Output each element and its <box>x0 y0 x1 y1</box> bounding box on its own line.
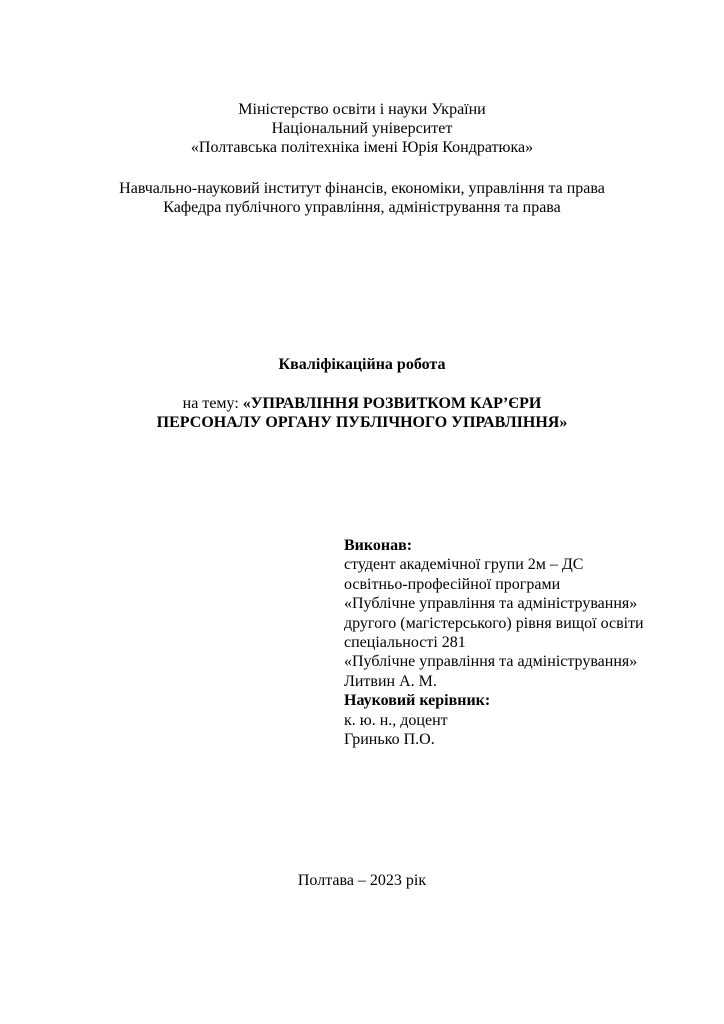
work-type: Кваліфікаційна робота <box>278 356 446 373</box>
author-name: Литвин А. М. <box>344 672 437 690</box>
supervisor-heading: Науковий керівник: <box>344 692 491 710</box>
topic-title-part-1: «УПРАВЛІННЯ РОЗВИТКОМ КАР’ЄРИ <box>242 395 542 412</box>
author-line: студент академічної групи 2м – ДС <box>344 556 584 574</box>
author-heading: Виконав: <box>344 537 413 554</box>
institute-line: Навчально-науковий інститут фінансів, економіки, управління та права <box>119 180 605 197</box>
university-line-1: Національний університет <box>271 120 453 137</box>
place-year: Полтава – 2023 рік <box>297 872 427 889</box>
topic-title-part-2: ПЕРСОНАЛУ ОРГАНУ ПУБЛІЧНОГО УПРАВЛІННЯ» <box>156 414 568 431</box>
author-line: «Публічне управління та адміністрування» <box>344 653 638 671</box>
author-supervisor-block <box>344 536 704 749</box>
department-line: Кафедра публічного управління, адміністрування та права <box>163 199 561 216</box>
ministry-line: Міністерство освіти і науки України <box>238 101 486 118</box>
author-line: «Публічне управління та адміністрування» <box>344 595 638 613</box>
topic-prefix: на тему: <box>182 395 243 412</box>
university-line-2: «Полтавська політехніка імені Юрія Кондратюка» <box>190 139 534 156</box>
topic-line-1 <box>0 394 724 413</box>
author-line: другого (магістерського) рівня вищої освіти <box>344 614 644 632</box>
author-line: освітньо-професійної програми <box>344 575 561 593</box>
supervisor-name: Гринько П.О. <box>344 731 435 749</box>
author-line: спеціальності 281 <box>344 634 466 652</box>
supervisor-line: к. ю. н., доцент <box>344 711 448 729</box>
